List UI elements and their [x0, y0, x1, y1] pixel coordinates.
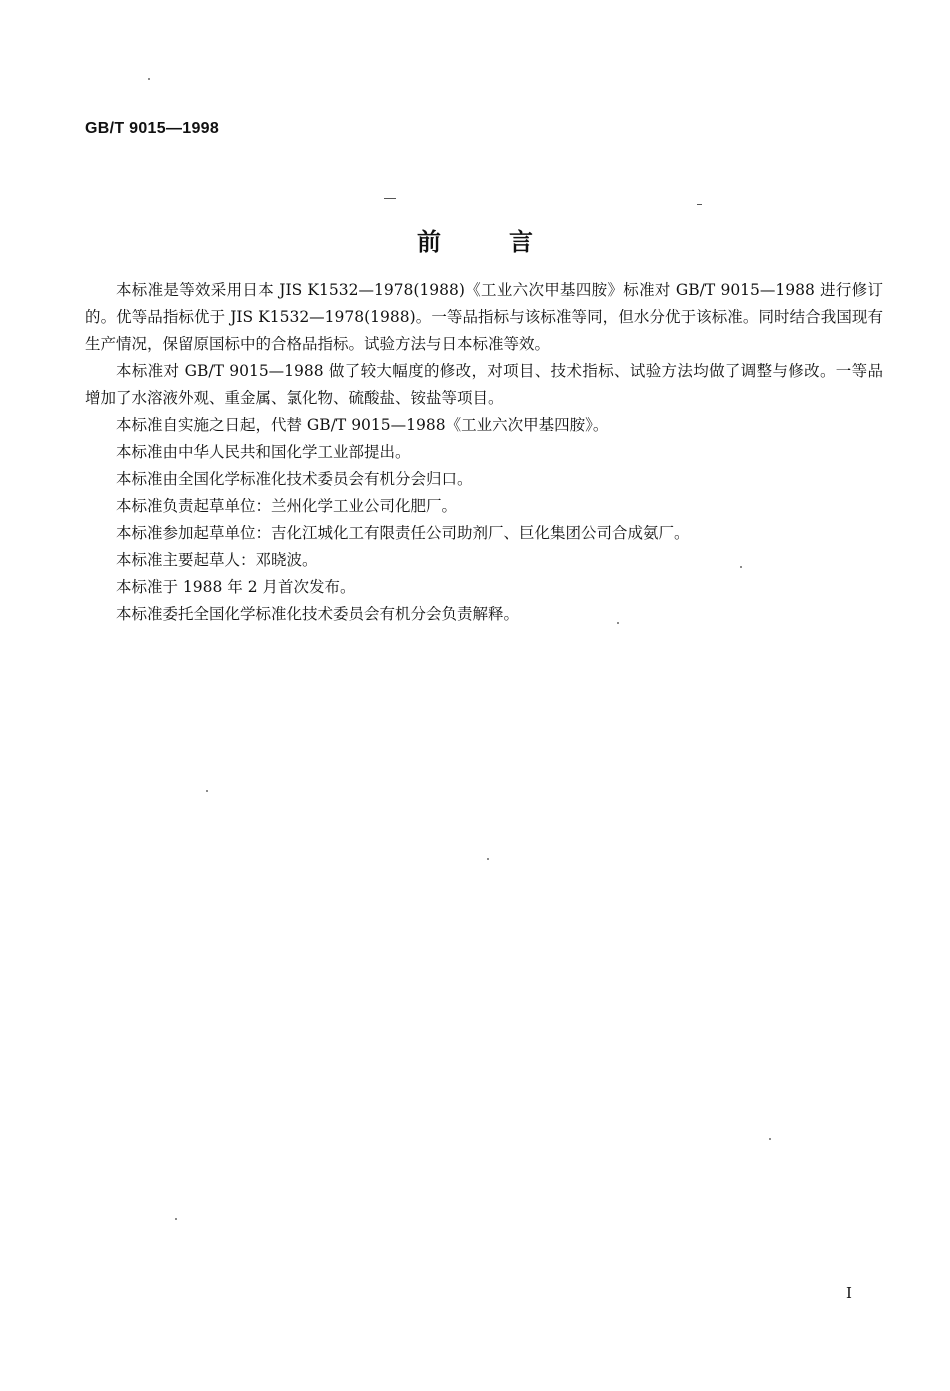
- paragraph: 本标准负责起草单位：兰州化学工业公司化肥厂。: [116, 497, 458, 515]
- paragraph: 本标准是等效采用日本 JIS K1532—1978(1988)《工业六次甲基四胺》标准对 GB/T 9015—1988 进行修订的。优等品指标优于 JIS K1532—1978(1988)。一等品指标与该标准等同，但水分优于该标准。同时结合我国现有生产情况，保留原国标中的合格品指标。试验方法与日本标准等效。: [85, 281, 883, 353]
- scan-speck: [617, 622, 619, 624]
- paragraph: 本标准由中华人民共和国化学工业部提出。: [116, 443, 411, 461]
- preface-title: 前言: [417, 227, 601, 256]
- scan-speck: [769, 1138, 771, 1140]
- scan-speck: [740, 566, 742, 568]
- paragraph: 本标准委托全国化学标准化技术委员会有机分会负责解释。: [116, 605, 520, 623]
- scan-speck: [487, 858, 489, 860]
- preface-body: [85, 277, 883, 628]
- page-number: I: [846, 1284, 852, 1302]
- paragraph: 本标准参加起草单位：吉化江城化工有限责任公司助剂厂、巨化集团公司合成氨厂。: [116, 524, 690, 542]
- paragraph: 本标准于 1988 年 2 月首次发布。: [116, 578, 356, 596]
- paragraph: 本标准自实施之日起，代替 GB/T 9015—1988《工业六次甲基四胺》。: [116, 416, 609, 434]
- paragraph: 本标准主要起草人：邓晓波。: [116, 551, 318, 569]
- scan-mark: [697, 204, 702, 205]
- paragraph: 本标准对 GB/T 9015—1988 做了较大幅度的修改，对项目、技术指标、试验方法均做了调整与修改。一等品增加了水溶液外观、重金属、氯化物、硫酸盐、铵盐等项目。: [85, 362, 883, 407]
- scan-speck: [175, 1218, 177, 1220]
- paragraph: 本标准由全国化学标准化技术委员会有机分会归口。: [116, 470, 473, 488]
- scan-mark: [384, 198, 396, 199]
- standard-code: GB/T 9015—1998: [85, 120, 220, 137]
- scan-speck: [148, 78, 150, 80]
- scan-speck: [206, 790, 208, 792]
